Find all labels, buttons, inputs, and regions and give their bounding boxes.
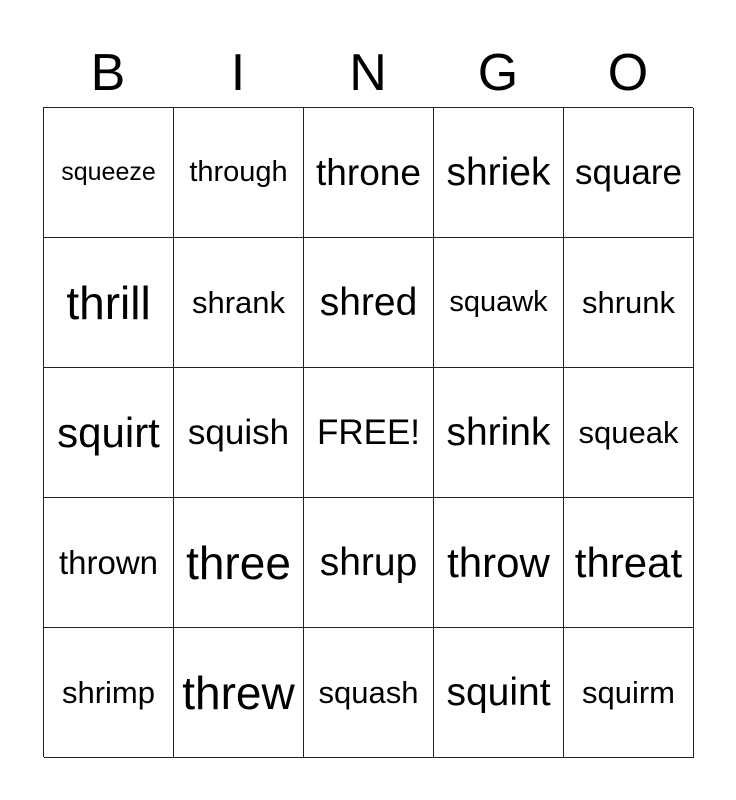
bingo-cell[interactable]: shriek (434, 108, 564, 238)
header-letter-n: N (349, 44, 387, 102)
bingo-cell[interactable]: shrank (174, 238, 304, 368)
bingo-cell[interactable]: shred (304, 238, 434, 368)
bingo-header (43, 42, 693, 104)
bingo-cell[interactable]: squeak (564, 368, 694, 498)
bingo-cell[interactable]: thrown (44, 498, 174, 628)
bingo-cell[interactable]: throne (304, 108, 434, 238)
bingo-cell[interactable]: shrink (434, 368, 564, 498)
bingo-cell[interactable]: squirm (564, 628, 694, 758)
bingo-cell[interactable]: three (174, 498, 304, 628)
bingo-cell[interactable]: squirt (44, 368, 174, 498)
bingo-free-space[interactable]: FREE! (304, 368, 434, 498)
bingo-cell[interactable]: thrill (44, 238, 174, 368)
bingo-cell[interactable]: through (174, 108, 304, 238)
bingo-cell[interactable]: shrunk (564, 238, 694, 368)
header-letter-b: B (90, 44, 126, 102)
bingo-cell[interactable]: shrimp (44, 628, 174, 758)
bingo-cell[interactable]: shrup (304, 498, 434, 628)
bingo-cell[interactable]: squish (174, 368, 304, 498)
bingo-cell[interactable]: threat (564, 498, 694, 628)
bingo-cell[interactable]: throw (434, 498, 564, 628)
bingo-cell[interactable]: squash (304, 628, 434, 758)
bingo-cell[interactable]: squint (434, 628, 564, 758)
bingo-cell[interactable]: square (564, 108, 694, 238)
header-letter-i: I (230, 44, 246, 102)
bingo-cell[interactable]: squawk (434, 238, 564, 368)
bingo-card (43, 107, 693, 757)
header-letter-g: G (477, 44, 519, 102)
bingo-cell[interactable]: squeeze (44, 108, 174, 238)
bingo-cell[interactable]: threw (174, 628, 304, 758)
header-letter-o: O (607, 44, 649, 102)
